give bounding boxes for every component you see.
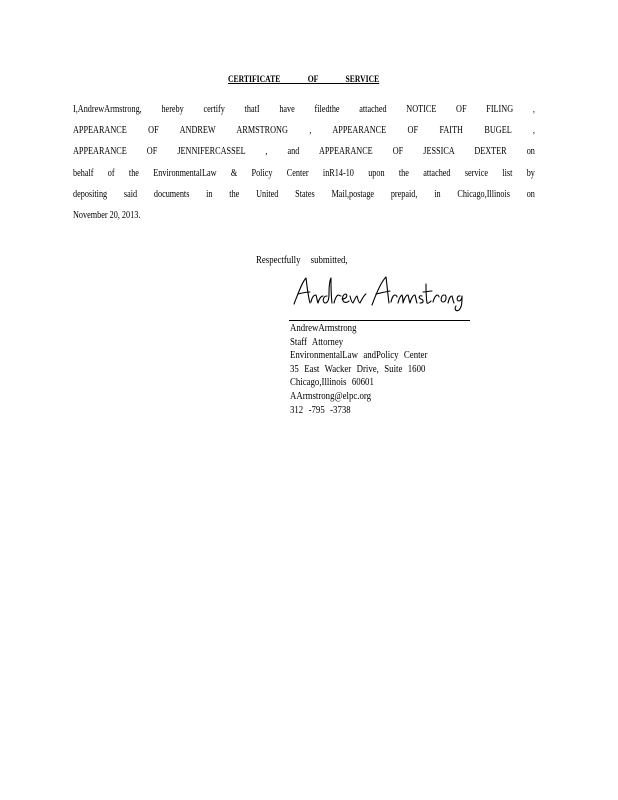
body-line: I,AndrewArmstrong, hereby certify thatI have filedthe attached NOTICE OF FILING ,	[73, 103, 535, 115]
body-line: depositing said documents in the United States Mail,postage prepaid, in Chicago,Illinois on	[73, 187, 535, 200]
signature-line	[289, 320, 470, 321]
signer-phone: 312 -795 -3738	[290, 403, 351, 416]
signer-email: AArmstrong@elpc.org	[290, 389, 372, 402]
closing-text: Respectfully submitted,	[256, 254, 348, 266]
signer-address-line1: 35 East Wacker Drive, Suite 1600	[290, 362, 426, 375]
body-line: APPEARANCE OF JENNIFERCASSEL , and APPEARANCE OF JESSICA DEXTER on	[73, 145, 535, 158]
signature-block	[290, 322, 427, 417]
signer-name: AndrewArmstrong	[290, 322, 357, 334]
document-title: CERTIFICATE OF SERVICE	[228, 74, 380, 84]
handwritten-signature	[288, 272, 468, 312]
certificate-body	[73, 99, 535, 226]
signer-address-line2: Chicago,Illinois 60601	[290, 376, 374, 389]
body-line: APPEARANCE OF ANDREW ARMSTRONG , APPEARANCE OF FAITH BUGEL ,	[73, 124, 535, 137]
body-line: November 20, 2013.	[73, 209, 141, 222]
body-line: behalf of the EnvironmentalLaw & Policy Center inR14-10 upon the attached service list by	[73, 166, 535, 179]
signer-organization: EnvironmentalLaw andPolicy Center	[290, 349, 428, 362]
signer-title: Staff Attorney	[290, 335, 344, 348]
